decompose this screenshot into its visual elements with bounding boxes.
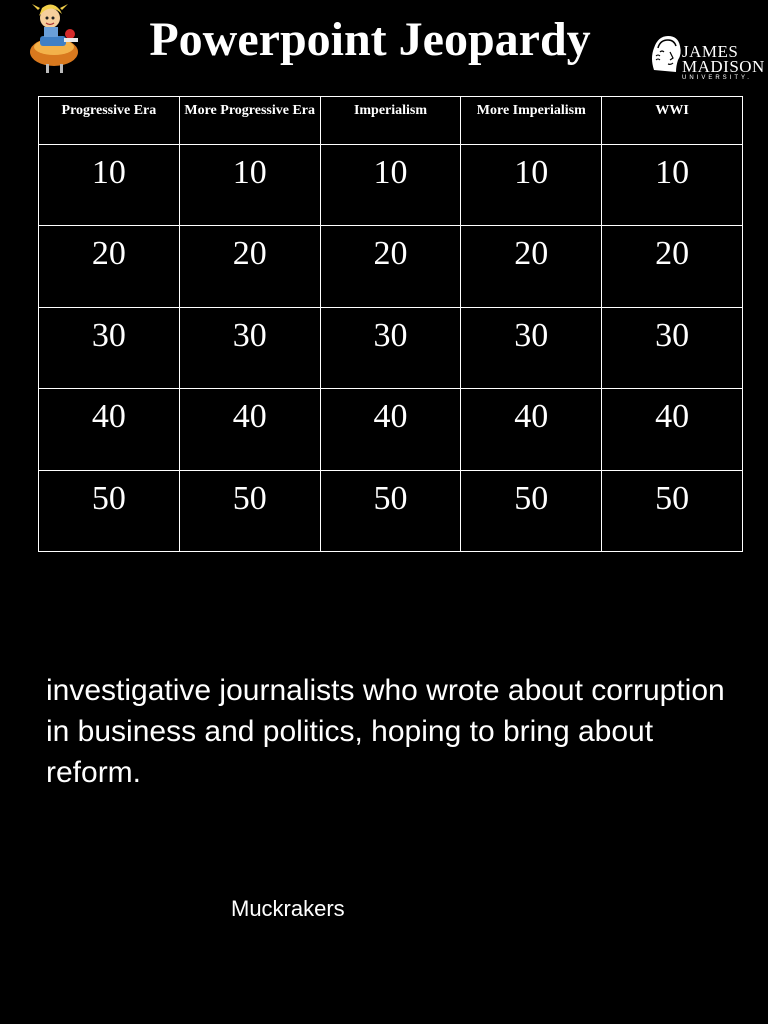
points-cell[interactable]: 40 xyxy=(39,389,180,470)
category-imperialism[interactable]: Imperialism xyxy=(320,97,461,145)
points-cell[interactable]: 30 xyxy=(179,307,320,388)
points-cell[interactable]: 50 xyxy=(602,470,743,551)
points-cell[interactable]: 50 xyxy=(39,470,180,551)
category-progressive-era[interactable]: Progressive Era xyxy=(39,97,180,145)
points-cell[interactable]: 40 xyxy=(602,389,743,470)
madison-portrait-icon xyxy=(646,30,686,76)
slide-title: Powerpoint Jeopardy xyxy=(149,13,591,66)
points-cell[interactable]: 10 xyxy=(39,145,180,226)
points-row-10 xyxy=(39,145,743,226)
points-cell[interactable]: 30 xyxy=(320,307,461,388)
points-cell[interactable]: 50 xyxy=(461,470,602,551)
points-cell[interactable]: 20 xyxy=(320,226,461,307)
points-row-30 xyxy=(39,307,743,388)
category-wwi[interactable]: WWI xyxy=(602,97,743,145)
points-row-20 xyxy=(39,226,743,307)
points-cell[interactable]: 20 xyxy=(179,226,320,307)
logo-line-3: UNIVERSITY. xyxy=(682,75,752,81)
logo-line-2: MADISON xyxy=(682,57,765,76)
points-cell[interactable]: 10 xyxy=(320,145,461,226)
category-row xyxy=(39,97,743,145)
jeopardy-board xyxy=(38,96,743,552)
points-cell[interactable]: 50 xyxy=(320,470,461,551)
james-madison-university-logo xyxy=(646,30,764,86)
points-cell[interactable]: 20 xyxy=(461,226,602,307)
points-row-50 xyxy=(39,470,743,551)
points-cell[interactable]: 10 xyxy=(179,145,320,226)
points-cell[interactable]: 20 xyxy=(39,226,180,307)
answer-text: Muckrakers xyxy=(231,896,345,921)
logo-wordmark xyxy=(682,44,765,74)
points-cell[interactable]: 10 xyxy=(602,145,743,226)
points-cell[interactable]: 20 xyxy=(602,226,743,307)
question-text: investigative journalists who wrote about corruption in business and politics, hoping to bring about reform. xyxy=(46,674,725,789)
category-more-progressive-era[interactable]: More Progressive Era xyxy=(179,97,320,145)
points-cell[interactable]: 30 xyxy=(461,307,602,388)
points-cell[interactable]: 10 xyxy=(461,145,602,226)
points-cell[interactable]: 40 xyxy=(461,389,602,470)
category-more-imperialism[interactable]: More Imperialism xyxy=(461,97,602,145)
points-row-40 xyxy=(39,389,743,470)
points-cell[interactable]: 40 xyxy=(179,389,320,470)
points-cell[interactable]: 30 xyxy=(602,307,743,388)
points-cell[interactable]: 40 xyxy=(320,389,461,470)
logo-line-1: JAMES xyxy=(682,42,739,61)
jeopardy-mascot-icon xyxy=(24,0,88,76)
points-cell[interactable]: 30 xyxy=(39,307,180,388)
points-cell[interactable]: 50 xyxy=(179,470,320,551)
